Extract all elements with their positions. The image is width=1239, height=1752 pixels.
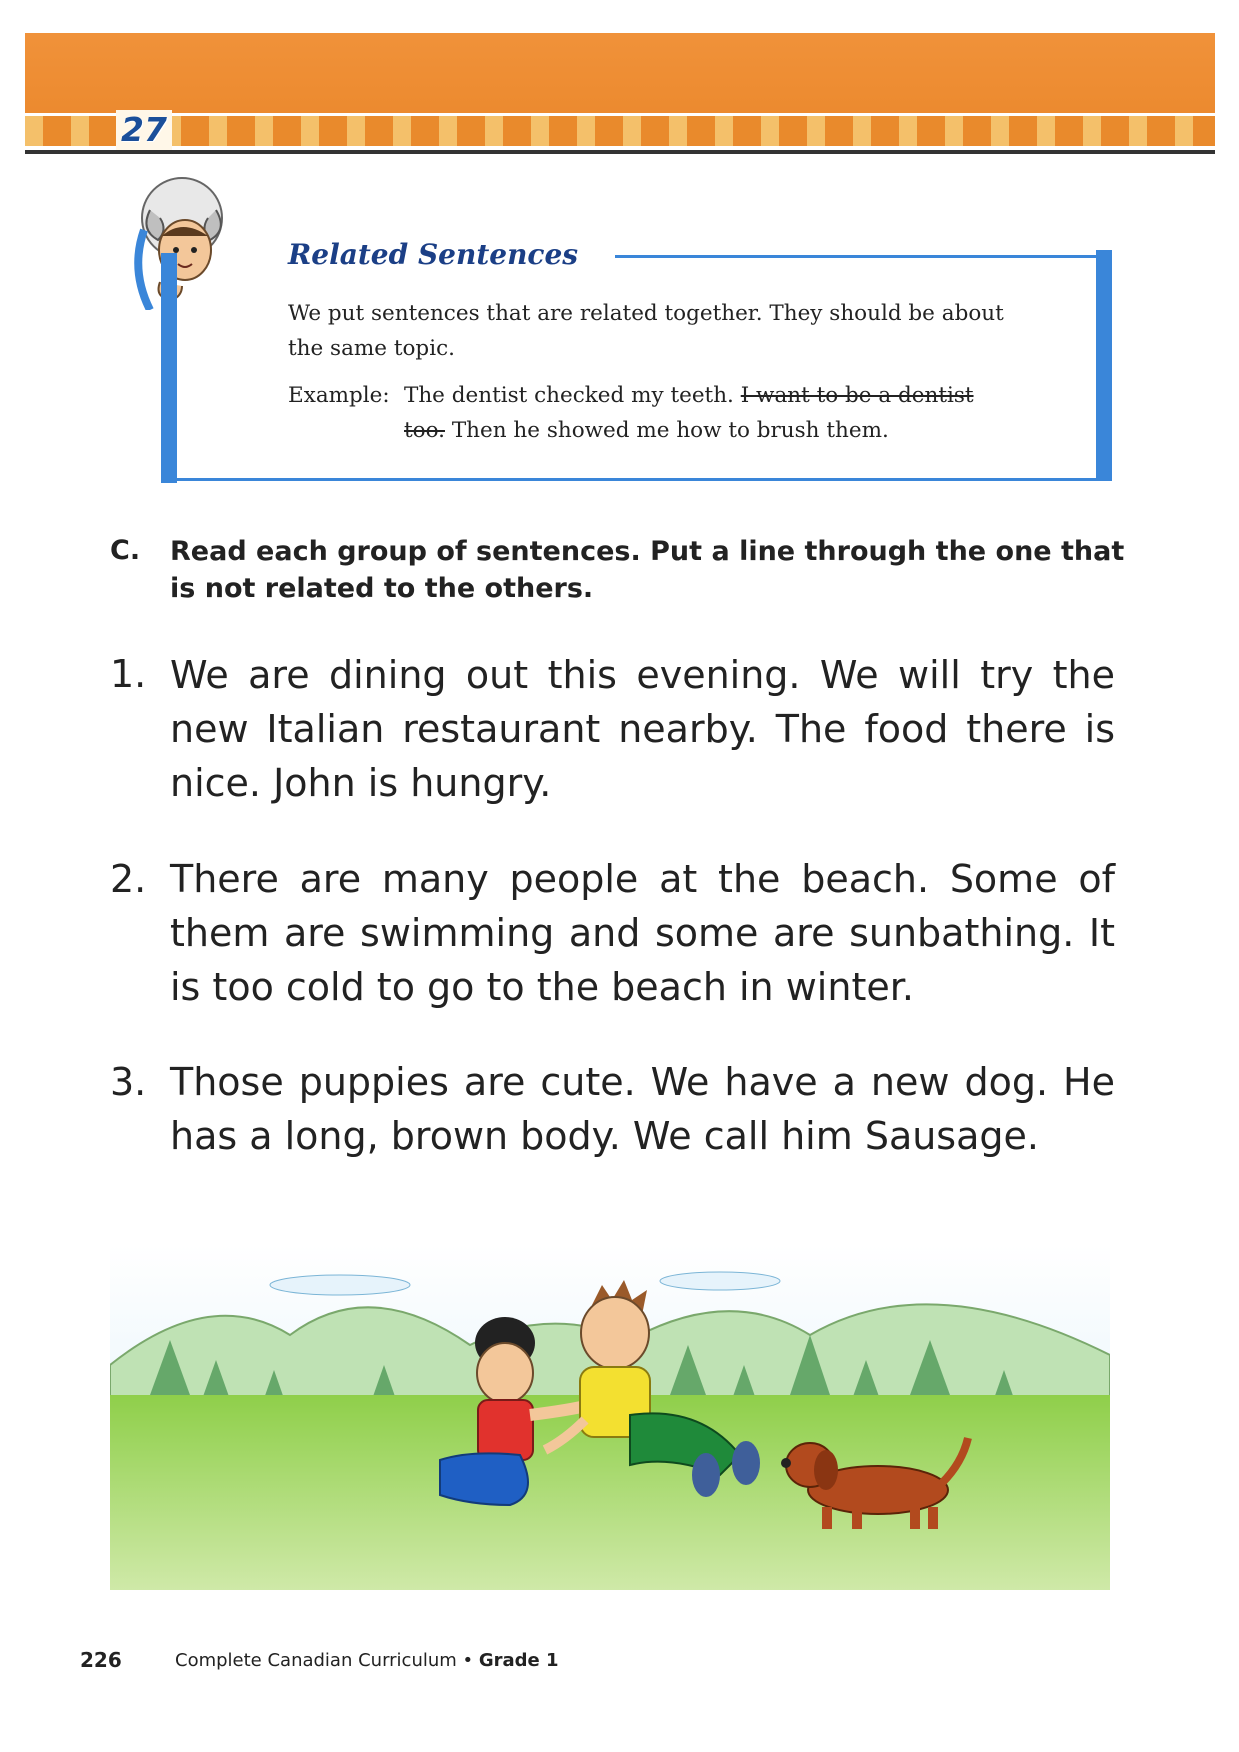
page-number: 226 <box>80 1648 122 1672</box>
example-sentence-2: Then he showed me how to brush them. <box>451 418 889 443</box>
tip-example <box>288 378 1028 448</box>
example-sentence-1: The dentist checked my teeth. <box>404 383 734 408</box>
beach-scene-illustration <box>110 1245 1110 1590</box>
tip-title: Related Sentences <box>288 238 579 271</box>
question-number: 3. <box>110 1060 147 1104</box>
question-text: Those puppies are cute. We have a new dog. He has a long, brown body. We call him Sausage. <box>170 1060 1115 1158</box>
book-title: Complete Canadian Curriculum <box>175 1650 457 1671</box>
header-divider <box>25 150 1215 154</box>
question-number: 1. <box>110 652 147 696</box>
tip-text: We put sentences that are related together. They should be about the same topic. <box>288 301 1004 361</box>
example-struck-sentence-end: too. <box>404 418 445 443</box>
header-stripe <box>25 116 1215 146</box>
example-label: Example: <box>288 383 390 408</box>
example-struck-sentence: I want to be a dentist <box>740 383 974 408</box>
instruction-text: Read each group of sentences. Put a line through the one that is not related to the others. <box>170 536 1125 604</box>
section-letter: C. <box>110 535 141 566</box>
question-number: 2. <box>110 857 147 901</box>
lesson-number: 27 <box>116 110 172 150</box>
footer-title: Complete Canadian Curriculum • Grade 1 <box>175 1650 559 1671</box>
question-text: There are many people at the beach. Some of them are swimming and some are sunbathing. It is too cold to go to the beach in winter. <box>170 857 1115 1009</box>
question-text: We are dining out this evening. We will try the new Italian restaurant nearby. The food there is nice. John is hungry. <box>170 653 1115 805</box>
grade-label: Grade 1 <box>478 1650 559 1671</box>
tip-box-top-line <box>615 255 1112 258</box>
header-banner <box>25 33 1215 113</box>
